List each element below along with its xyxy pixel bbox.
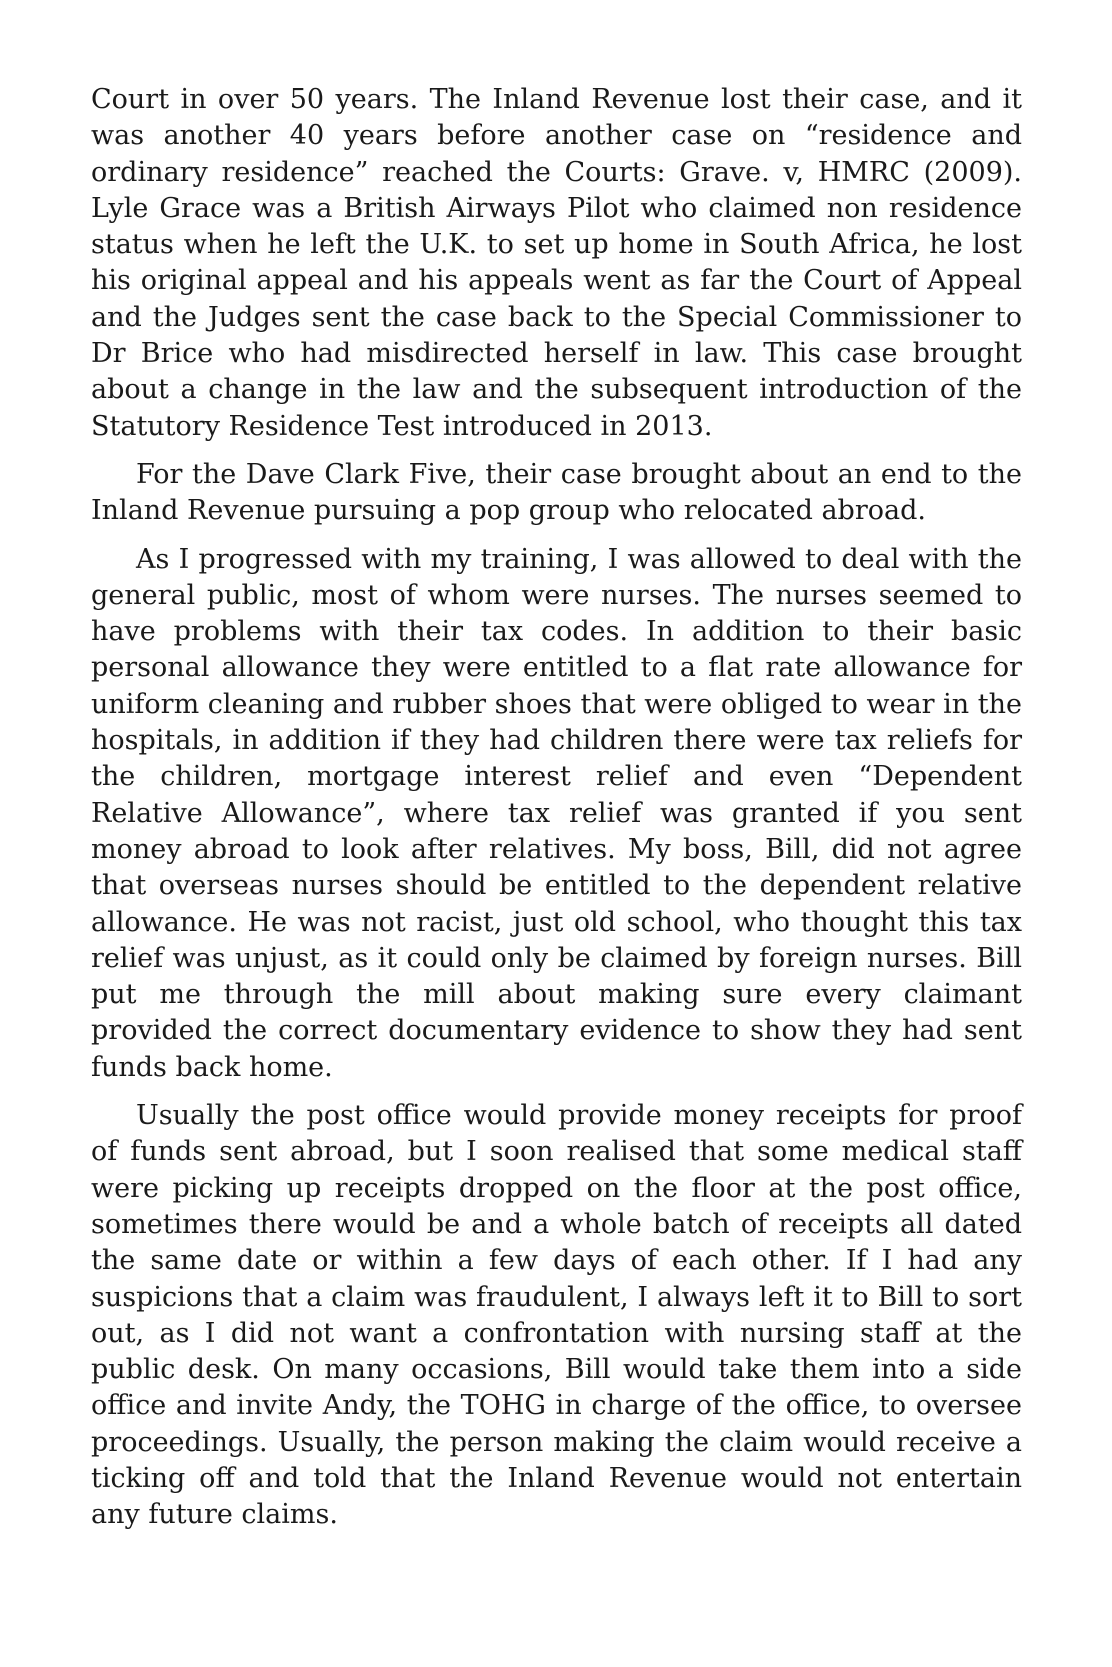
document-page (91, 82, 1022, 1546)
paragraph-continuation: Court in over 50 years. The Inland Revenue lost their case, and it was another 40 years before another case on “residence and ordinary residence” reached the Courts: Grave. v, HMRC (2009). Lyle Grace was a British Airways Pilot who claimed non residence status when he left the U.K. to set up home in South Africa, he lost his original appeal and his appeals went as far the Court of Appeal and the Judges sent the case back to the Special Commissioner to Dr Brice who had misdirected herself in law. This case brought about a change in the law and the subsequent introduction of the Statutory Residence Test introduced in 2013. (91, 84, 1022, 442)
paragraph-post-office-receipts: Usually the post office would provide money receipts for proof of funds sent abroad, but I soon realised that some medical staff were picking up receipts dropped on the floor at the post office, sometimes there would be and a whole batch of receipts all dated the same date or within a few days of each other. If I had any suspicions that a claim was fraudulent, I always left it to Bill to sort out, as I did not want a confrontation with nursing staff at the public desk. On many occasions, Bill would take them into a side office and invite Andy, the TOHG in charge of the office, to oversee proceedings. Usually, the person making the claim would receive a ticking off and told that the Inland Revenue would not entertain any future claims. (91, 1100, 1022, 1531)
paragraph-dave-clark-five: For the Dave Clark Five, their case brought about an end to the Inland Revenue pursuing a pop group who relocated abroad. (91, 458, 1022, 527)
paragraph-nurses-training: As I progressed with my training, I was allowed to deal with the general public, most of whom were nurses. The nurses seemed to have problems with their tax codes. In addition to their basic personal allowance they were entitled to a flat rate allowance for uniform cleaning and rubber shoes that were obliged to wear in the hospitals, in addition if they had children there were tax reliefs for the children, mortgage interest relief and even “Dependent Relative Allowance”, where tax relief was granted if you sent money abroad to look after relatives. My boss, Bill, did not agree that overseas nurses should be entitled to the dependent relative allowance. He was not racist, just old school, who thought this tax relief was unjust, as it could only be claimed by foreign nurses. Bill put me through the mill about making sure every claimant provided the correct documentary evidence to show they had sent funds back home. (91, 543, 1022, 1083)
